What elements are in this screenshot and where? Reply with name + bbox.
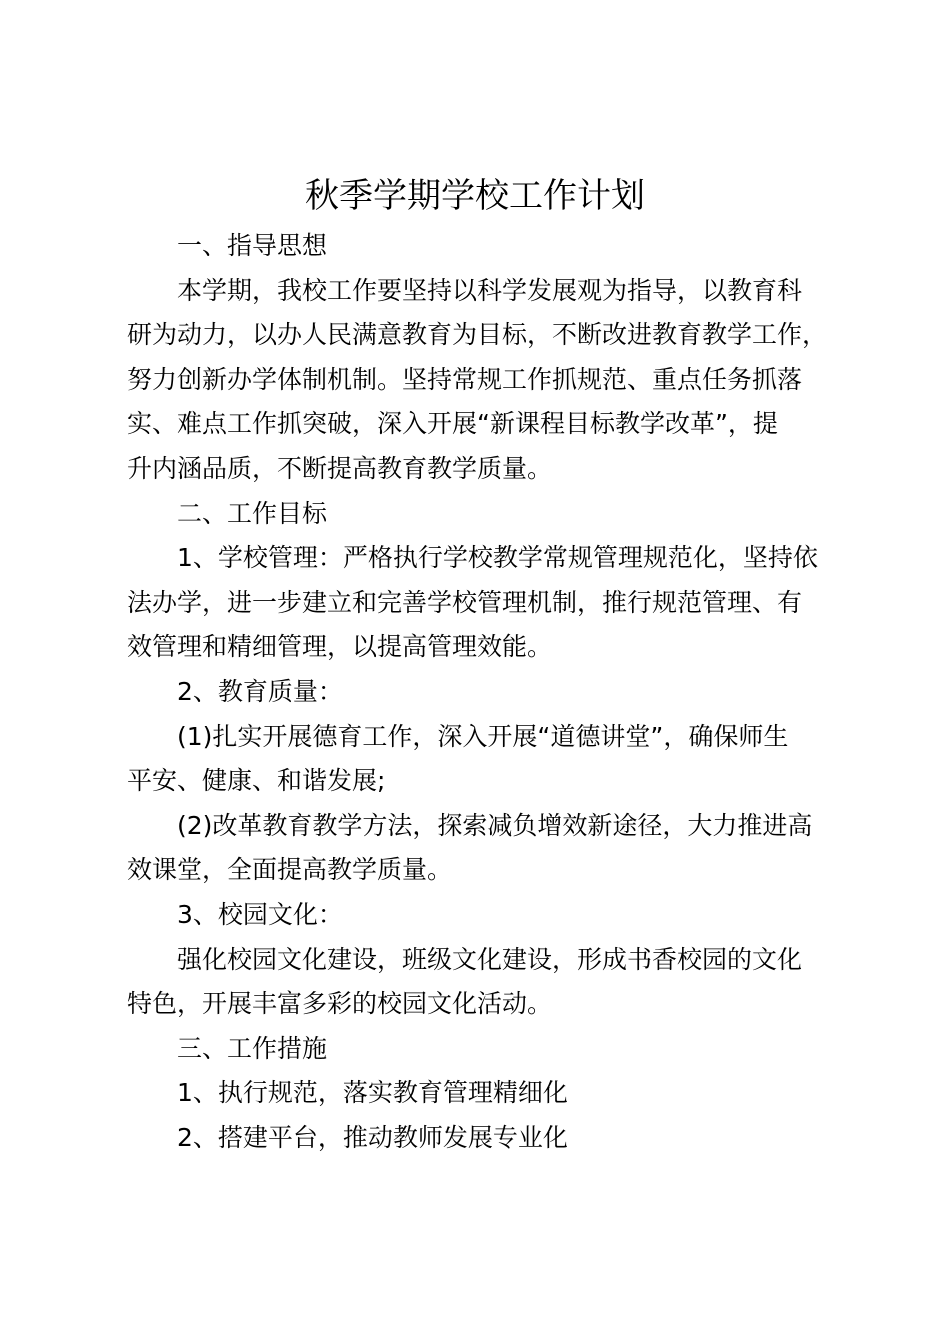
paragraph-line: 本学期，我校工作要坚持以科学发展观为指导，以教育科 <box>177 275 803 305</box>
paragraph-teaching-reform <box>127 804 847 893</box>
paragraph-line: 效管理和精细管理，以提高管理效能。 <box>127 632 553 662</box>
paragraph-line: (2)改革教育教学方法，探索减负增效新途径，大力推进高 <box>177 810 813 840</box>
paragraph-line: 强化校园文化建设，班级文化建设，形成书香校园的文化 <box>177 944 803 974</box>
paragraph-line: 平安、健康、和谐发展; <box>127 766 386 796</box>
paragraph-line: 研为动力，以办人民满意教育为目标，不断改进教育教学工作， <box>127 320 828 350</box>
document-body <box>127 224 847 1160</box>
section-heading-guiding-ideology: 一、指导思想 <box>177 231 328 260</box>
subheading-campus-culture: 3、校园文化： <box>177 899 343 929</box>
section-heading-work-measures: 三、工作措施 <box>177 1033 328 1063</box>
paragraph-line: 效课堂，全面提高教学质量。 <box>127 855 453 885</box>
paragraph-line: 努力创新办学体制机制。坚持常规工作抓规范、重点任务抓落 <box>127 364 803 394</box>
measure-item-teacher-development: 2、搭建平台，推动教师发展专业化 <box>177 1122 568 1152</box>
paragraph-moral-education <box>127 715 847 804</box>
paragraph-campus-culture <box>127 938 847 1027</box>
paragraph-guiding-ideology <box>127 269 847 492</box>
section-heading-work-goals: 二、工作目标 <box>177 498 328 528</box>
paragraph-line: (1)扎实开展德育工作，深入开展“道德讲堂”，确保师生 <box>177 721 789 751</box>
paragraph-school-management <box>127 536 847 670</box>
measure-item-standardization: 1、执行规范，落实教育管理精细化 <box>177 1078 568 1108</box>
document-title: 秋季学期学校工作计划 <box>305 176 645 216</box>
paragraph-line: 1、学校管理：严格执行学校教学常规管理规范化，坚持依 <box>177 543 818 573</box>
subheading-education-quality: 2、教育质量： <box>177 676 343 706</box>
paragraph-line: 升内涵品质，不断提高教育教学质量。 <box>127 453 553 483</box>
paragraph-line: 特色，开展丰富多彩的校园文化活动。 <box>127 989 553 1019</box>
paragraph-line: 实、难点工作抓突破，深入开展“新课程目标教学改革”，提 <box>127 409 778 439</box>
paragraph-line: 法办学，进一步建立和完善学校管理机制，推行规范管理、有 <box>127 587 803 617</box>
